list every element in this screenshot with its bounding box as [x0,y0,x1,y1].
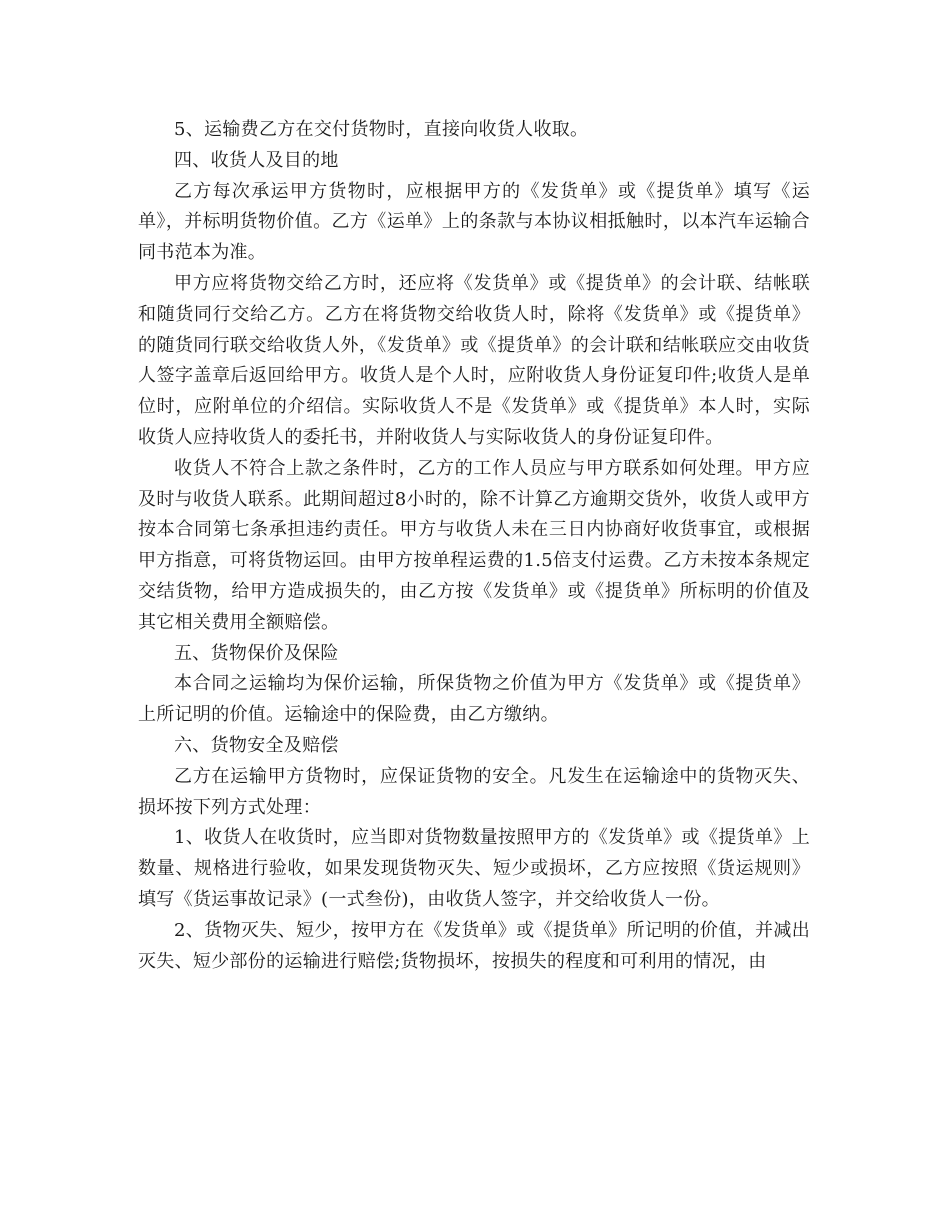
paragraph-delivery-documents: 甲方应将货物交给乙方时，还应将《发货单》或《提货单》的会计联、结帐联和随货同行交给乙方。乙方在将货物交给收货人时，除将《发货单》或《提货单》的随货同行联交给收货人外，《发货单》或《提货单》的会计联和结帐联应交由收货人签字盖章后返回给甲方。收货人是个人时，应附收货人身份证复印件;收货人是单位时，应附单位的介绍信。实际收货人不是《发货单》或《提货单》本人时，实际收货人应持收货人的委托书，并附收货人与实际收货人的身份证复印件。 [138,272,810,448]
paragraph-inspection: 1、收货人在收货时，应当即对货物数量按照甲方的《发货单》或《提货单》上数量、规格进行验收，如果发现货物灭失、短少或损坏，乙方应按照《货运规则》填写《货运事故记录》(一式叁份)，由收货人签字，并交给收货人一份。 [138,827,810,910]
paragraph-cargo-safety: 乙方在运输甲方货物时，应保证货物的安全。凡发生在运输途中的货物灭失、损坏按下列方式处理： [138,765,810,818]
paragraph-loss-compensation: 2、货物灭失、短少，按甲方在《发货单》或《提货单》所记明的价值，并减出灭失、短少部份的运输进行赔偿;货物损坏，按损失的程度和可利用的情况，由 [138,919,810,972]
heading-safety-compensation: 六、货物安全及赔偿 [174,734,339,756]
paragraph-insured-transport: 本合同之运输均为保价运输，所保货物之价值为甲方《发货单》或《提货单》上所记明的价值。运输途中的保险费，由乙方缴纳。 [138,673,810,726]
paragraph-consignee-conditions: 收货人不符合上款之条件时，乙方的工作人员应与甲方联系如何处理。甲方应及时与收货人联系。此期间超过8小时的，除不计算乙方逾期交货外，收货人或甲方按本合同第七条承担违约责任。甲方与收货人未在三日内协商好收货事宜，或根据甲方指意，可将货物运回。由甲方按单程运费的1.5倍支付运费。乙方未按本条规定交结货物，给甲方造成损失的，由乙方按《发货单》或《提货单》所标明的价值及其它相关费用全额赔偿。 [138,457,810,633]
heading-insurance: 五、货物保价及保险 [174,642,339,664]
paragraph-transport-fee: 5、运输费乙方在交付货物时，直接向收货人收取。 [174,119,589,140]
paragraph-waybill: 乙方每次承运甲方货物时，应根据甲方的《发货单》或《提货单》填写《运单》，并标明货物价值。乙方《运单》上的条款与本协议相抵触时，以本汽车运输合同书范本为准。 [138,180,810,264]
document-body [138,115,810,977]
heading-consignee-destination: 四、收货人及目的地 [174,149,339,171]
